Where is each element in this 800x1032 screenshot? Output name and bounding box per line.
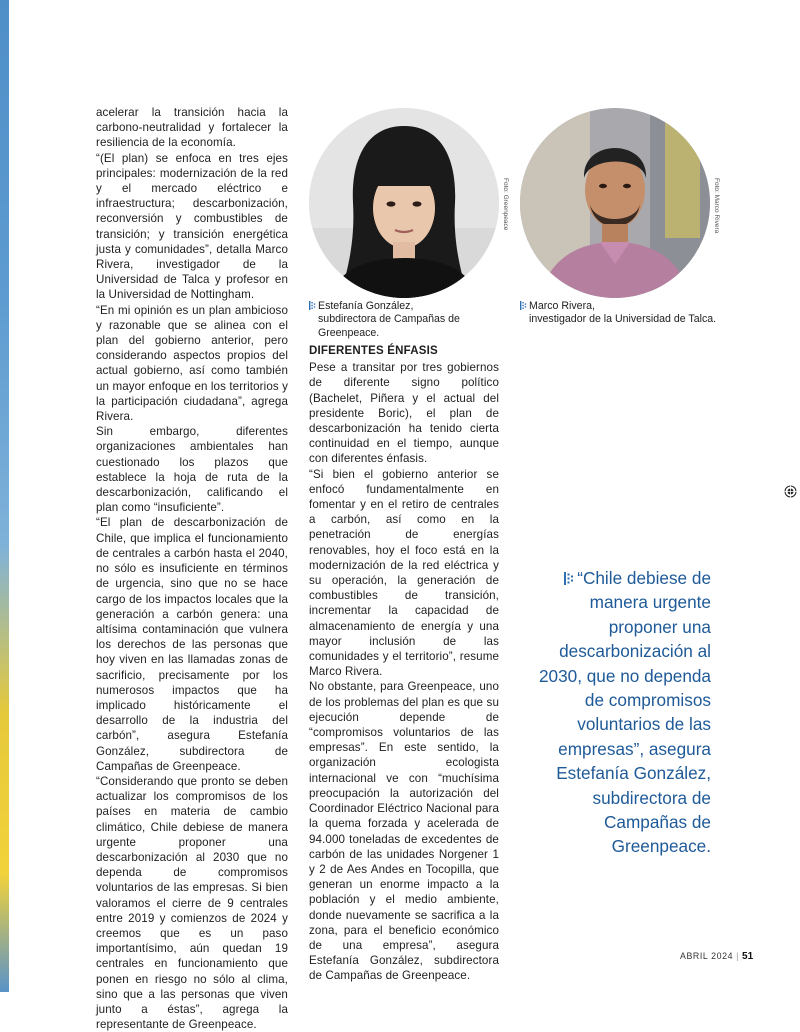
middle-column bbox=[309, 344, 499, 984]
caption-2-role: investigador de la Universidad de Talca. bbox=[529, 313, 717, 326]
left-paragraph: “(El plan) se enfoca en tres ejes principales: modernización de la red y el mercado eléctrico e infraestructura; descarbonización, reconversión y combustibles de transición; y transición energética justa y comunidades”, detalla Marco Rivera, investigador de la Universidad de Talca y profesor en la Universidad de Nottingham. bbox=[96, 151, 288, 302]
caption-2-name: Marco Rivera, bbox=[529, 300, 595, 312]
page-edge-color-strip bbox=[0, 0, 9, 992]
quote-bullet-icon bbox=[564, 572, 575, 585]
left-column bbox=[96, 105, 288, 1032]
page-footer bbox=[680, 951, 753, 962]
left-paragraph: “Considerando que pronto se deben actualizar los compromisos de los países en materia de cambio climático, Chile debiese de manera urgente proponer una descarbonización al 2030 que no dependa de compromisos voluntarios de las empresas. Si bien valoramos el cierre de 9 centrales entre 2019 y comienzos de 2024 y creemos que es un paso importantísimo, aún quedan 19 centrales en funcionamiento que ponen en riesgo no sólo al clima, sino que a las personas que viven junto a éstas”, agrega la representante de Greenpeace. bbox=[96, 774, 288, 1032]
photo-caption-1 bbox=[309, 300, 509, 340]
pull-quote-text: “Chile debiese de manera urgente proponer una descarbonización al 2030, que no dependa de compromisos voluntarios de las empresas”, asegura Estefanía González, subdirectora de Campañas de Greenpeace. bbox=[538, 568, 711, 857]
caption-name-line bbox=[520, 300, 720, 313]
footer-separator: | bbox=[736, 951, 740, 961]
page-number: 51 bbox=[742, 951, 754, 962]
left-paragraph: Sin embargo, diferentes organizaciones ambientales han cuestionado los plazos que establece la hoja de ruta de la descarbonización, calificando el plan como “insuficiente”. bbox=[96, 425, 288, 515]
left-paragraph: “En mi opinión es un plan ambicioso y razonable que se alinea con el plan del gobierno anterior, pero considerando aspectos propios del actual gobierno, así como también un mayor enfoque en los territorios y la participación ciudadana”, agrega Rivera. bbox=[96, 303, 288, 424]
left-paragraph: “El plan de descarbonización de Chile, que implica el funcionamiento de centrales a carbón hasta el 2040, no sólo es insuficiente en términos de urgencia, sino que no se hace cargo de los impactos locales que la generación a carbón genera: una altísima contaminación que vulnera los derechos de las personas que hoy viven en las llamadas zonas de sacrificio, precisamente por los numerosos impactos que ha implicado históricamente el desarrollo de la industria del carbón”, asegura Estefanía González, subdirectora de Campañas de Greenpeace. bbox=[96, 516, 288, 773]
middle-paragraph: “Si bien el gobierno anterior se enfocó fundamentalmente en fomentar y en el retiro de centrales a carbón, así como en la penetración de energías renovables, hoy el foco está en la modernización de la red eléctrica y su operación, la generación de combustibles de transición, incrementar la capacidad de almacenamiento de energía y una mayor inclusión de las comunidades y el territorio”, resume Marco Rivera. bbox=[309, 467, 499, 679]
pull-quote bbox=[518, 566, 711, 859]
registration-mark-icon bbox=[784, 485, 797, 498]
portrait-marco-rivera bbox=[520, 108, 710, 298]
photo-credit-2: Foto: Marco Rivera bbox=[713, 178, 720, 234]
photo-credit-1: Foto: Greenpeace bbox=[502, 178, 509, 231]
portrait-estefania-gonzalez bbox=[309, 108, 499, 298]
caption-bullet-icon bbox=[309, 301, 316, 310]
caption-1-role: subdirectora de Campañas de Greenpeace. bbox=[318, 313, 460, 339]
photo-caption-2 bbox=[520, 300, 720, 327]
caption-1-name: Estefanía González, bbox=[318, 300, 414, 312]
caption-bullet-icon bbox=[520, 301, 527, 310]
left-paragraph: acelerar la transición hacia la carbono-neutralidad y fortalecer la resiliencia de la economía. bbox=[96, 106, 288, 150]
caption-name-line bbox=[309, 300, 509, 313]
issue-date: ABRIL 2024 bbox=[680, 951, 734, 961]
middle-paragraph: Pese a transitar por tres gobiernos de diferente signo político (Bachelet, Piñera y el actual del presidente Boric), el plan de descarbonización ha tenido cierta continuidad en el tiempo, aunque con diferentes énfasis. bbox=[309, 361, 499, 466]
section-heading: DIFERENTES ÉNFASIS bbox=[309, 345, 438, 357]
middle-paragraph: No obstante, para Greenpeace, uno de los problemas del plan es que su ejecución depende de “compromisos voluntarios de las empresas”. En este sentido, la organización ecologista internacional ve con “muchísima preocupación la autorización del Coordinador Eléctrico Nacional para la quema forzada y acelerada de 94.000 toneladas de excedentes de carbón de las unidades Norgener 1 y 2 de Aes Andes en Tocopilla, que generan un enorme impacto a la población y el medio ambiente, donde nuevamente se sacrifica a la zona, para el beneficio económico de una empresa”, asegura Estefanía González, subdirectora de Campañas de Greenpeace. bbox=[309, 680, 499, 983]
